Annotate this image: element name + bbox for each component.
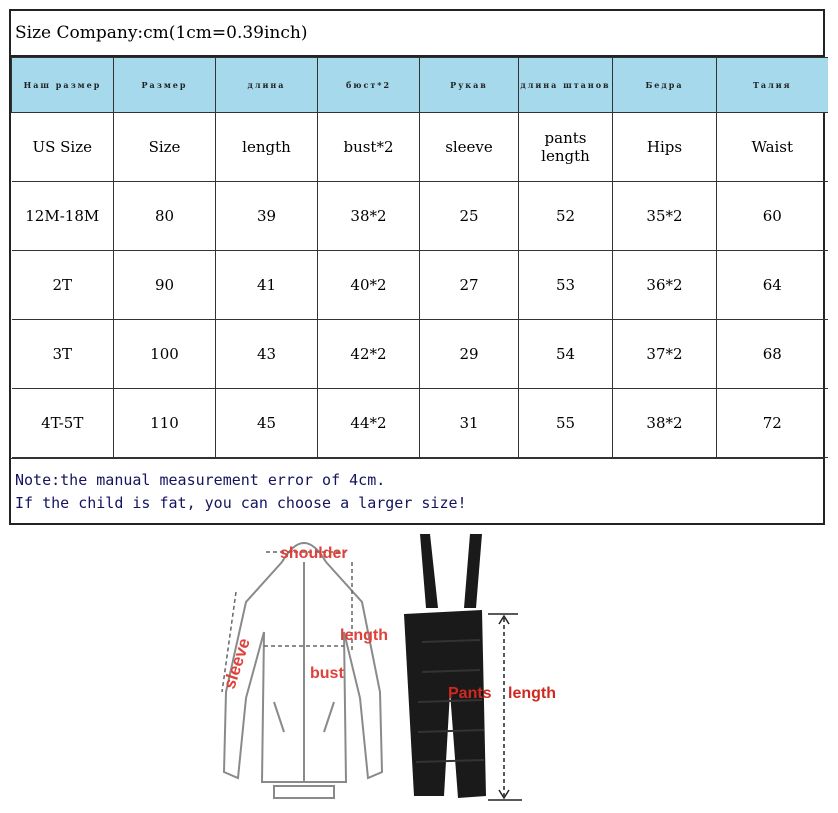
measurement-illustration [212,522,572,804]
table-cell: 43 [216,320,318,389]
table-cell: 110 [114,389,216,458]
ru-header-cell: длина [216,58,318,113]
table-cell: 55 [519,389,613,458]
ru-header-cell: бюст*2 [318,58,420,113]
table-row [12,251,828,320]
pants-label: Pants [448,685,492,702]
jacket-sketch [224,543,382,798]
en-header-cell: sleeve [420,113,519,182]
ru-header-cell: Наш размер [12,58,114,113]
en-header-cell: Size [114,113,216,182]
jacket-length-label: length [340,627,388,644]
table-cell: 25 [420,182,519,251]
table-cell: 37*2 [613,320,717,389]
table-cell: 68 [717,320,828,389]
table-cell: 29 [420,320,519,389]
table-cell: 72 [717,389,828,458]
table-cell: 40*2 [318,251,420,320]
table-cell: 60 [717,182,828,251]
table-cell: 35*2 [613,182,717,251]
bust-label: bust [310,665,344,682]
table-cell: 12M-18M [12,182,114,251]
en-header-cell: length [216,113,318,182]
table-row [12,389,828,458]
en-header-cell: pants length [519,113,613,182]
en-header-cell: bust*2 [318,113,420,182]
table-cell: 39 [216,182,318,251]
table-cell: 54 [519,320,613,389]
ru-header-cell: Рукав [420,58,519,113]
russian-header-row [12,58,828,113]
note-line-2: If the child is fat, you can choose a larger size! [15,494,467,512]
table-cell: 44*2 [318,389,420,458]
table-cell: 53 [519,251,613,320]
en-header-cell: Hips [613,113,717,182]
size-table [11,57,828,458]
table-cell: 41 [216,251,318,320]
ru-header-cell: Талия [717,58,828,113]
shoulder-label: shoulder [280,545,348,562]
table-cell: 100 [114,320,216,389]
table-cell: 64 [717,251,828,320]
table-cell: 80 [114,182,216,251]
ru-header-cell: Размер [114,58,216,113]
table-cell: 27 [420,251,519,320]
table-row [12,320,828,389]
english-header-row [12,113,828,182]
table-cell: 90 [114,251,216,320]
measurement-note [11,458,823,523]
table-cell: 38*2 [318,182,420,251]
pants-sketch [404,534,486,798]
pants-length-label: length [508,685,556,702]
table-cell: 42*2 [318,320,420,389]
size-company-note: Size Company:cm(1cm=0.39inch) [11,11,823,57]
en-header-cell: Waist [717,113,828,182]
table-cell: 38*2 [613,389,717,458]
sleeve-label: sleeve [219,635,254,692]
table-cell: 4T-5T [12,389,114,458]
ru-header-cell: длина штанов [519,58,613,113]
table-cell: 45 [216,389,318,458]
table-cell: 36*2 [613,251,717,320]
table-cell: 3T [12,320,114,389]
size-chart [9,9,825,525]
table-cell: 52 [519,182,613,251]
illustration-svg [212,522,572,804]
pants-length-arrow [488,614,522,800]
en-header-cell: US Size [12,113,114,182]
ru-header-cell: Бедра [613,58,717,113]
table-cell: 31 [420,389,519,458]
note-line-1: Note:the manual measurement error of 4cm. [15,471,386,489]
table-cell: 2T [12,251,114,320]
table-row [12,182,828,251]
